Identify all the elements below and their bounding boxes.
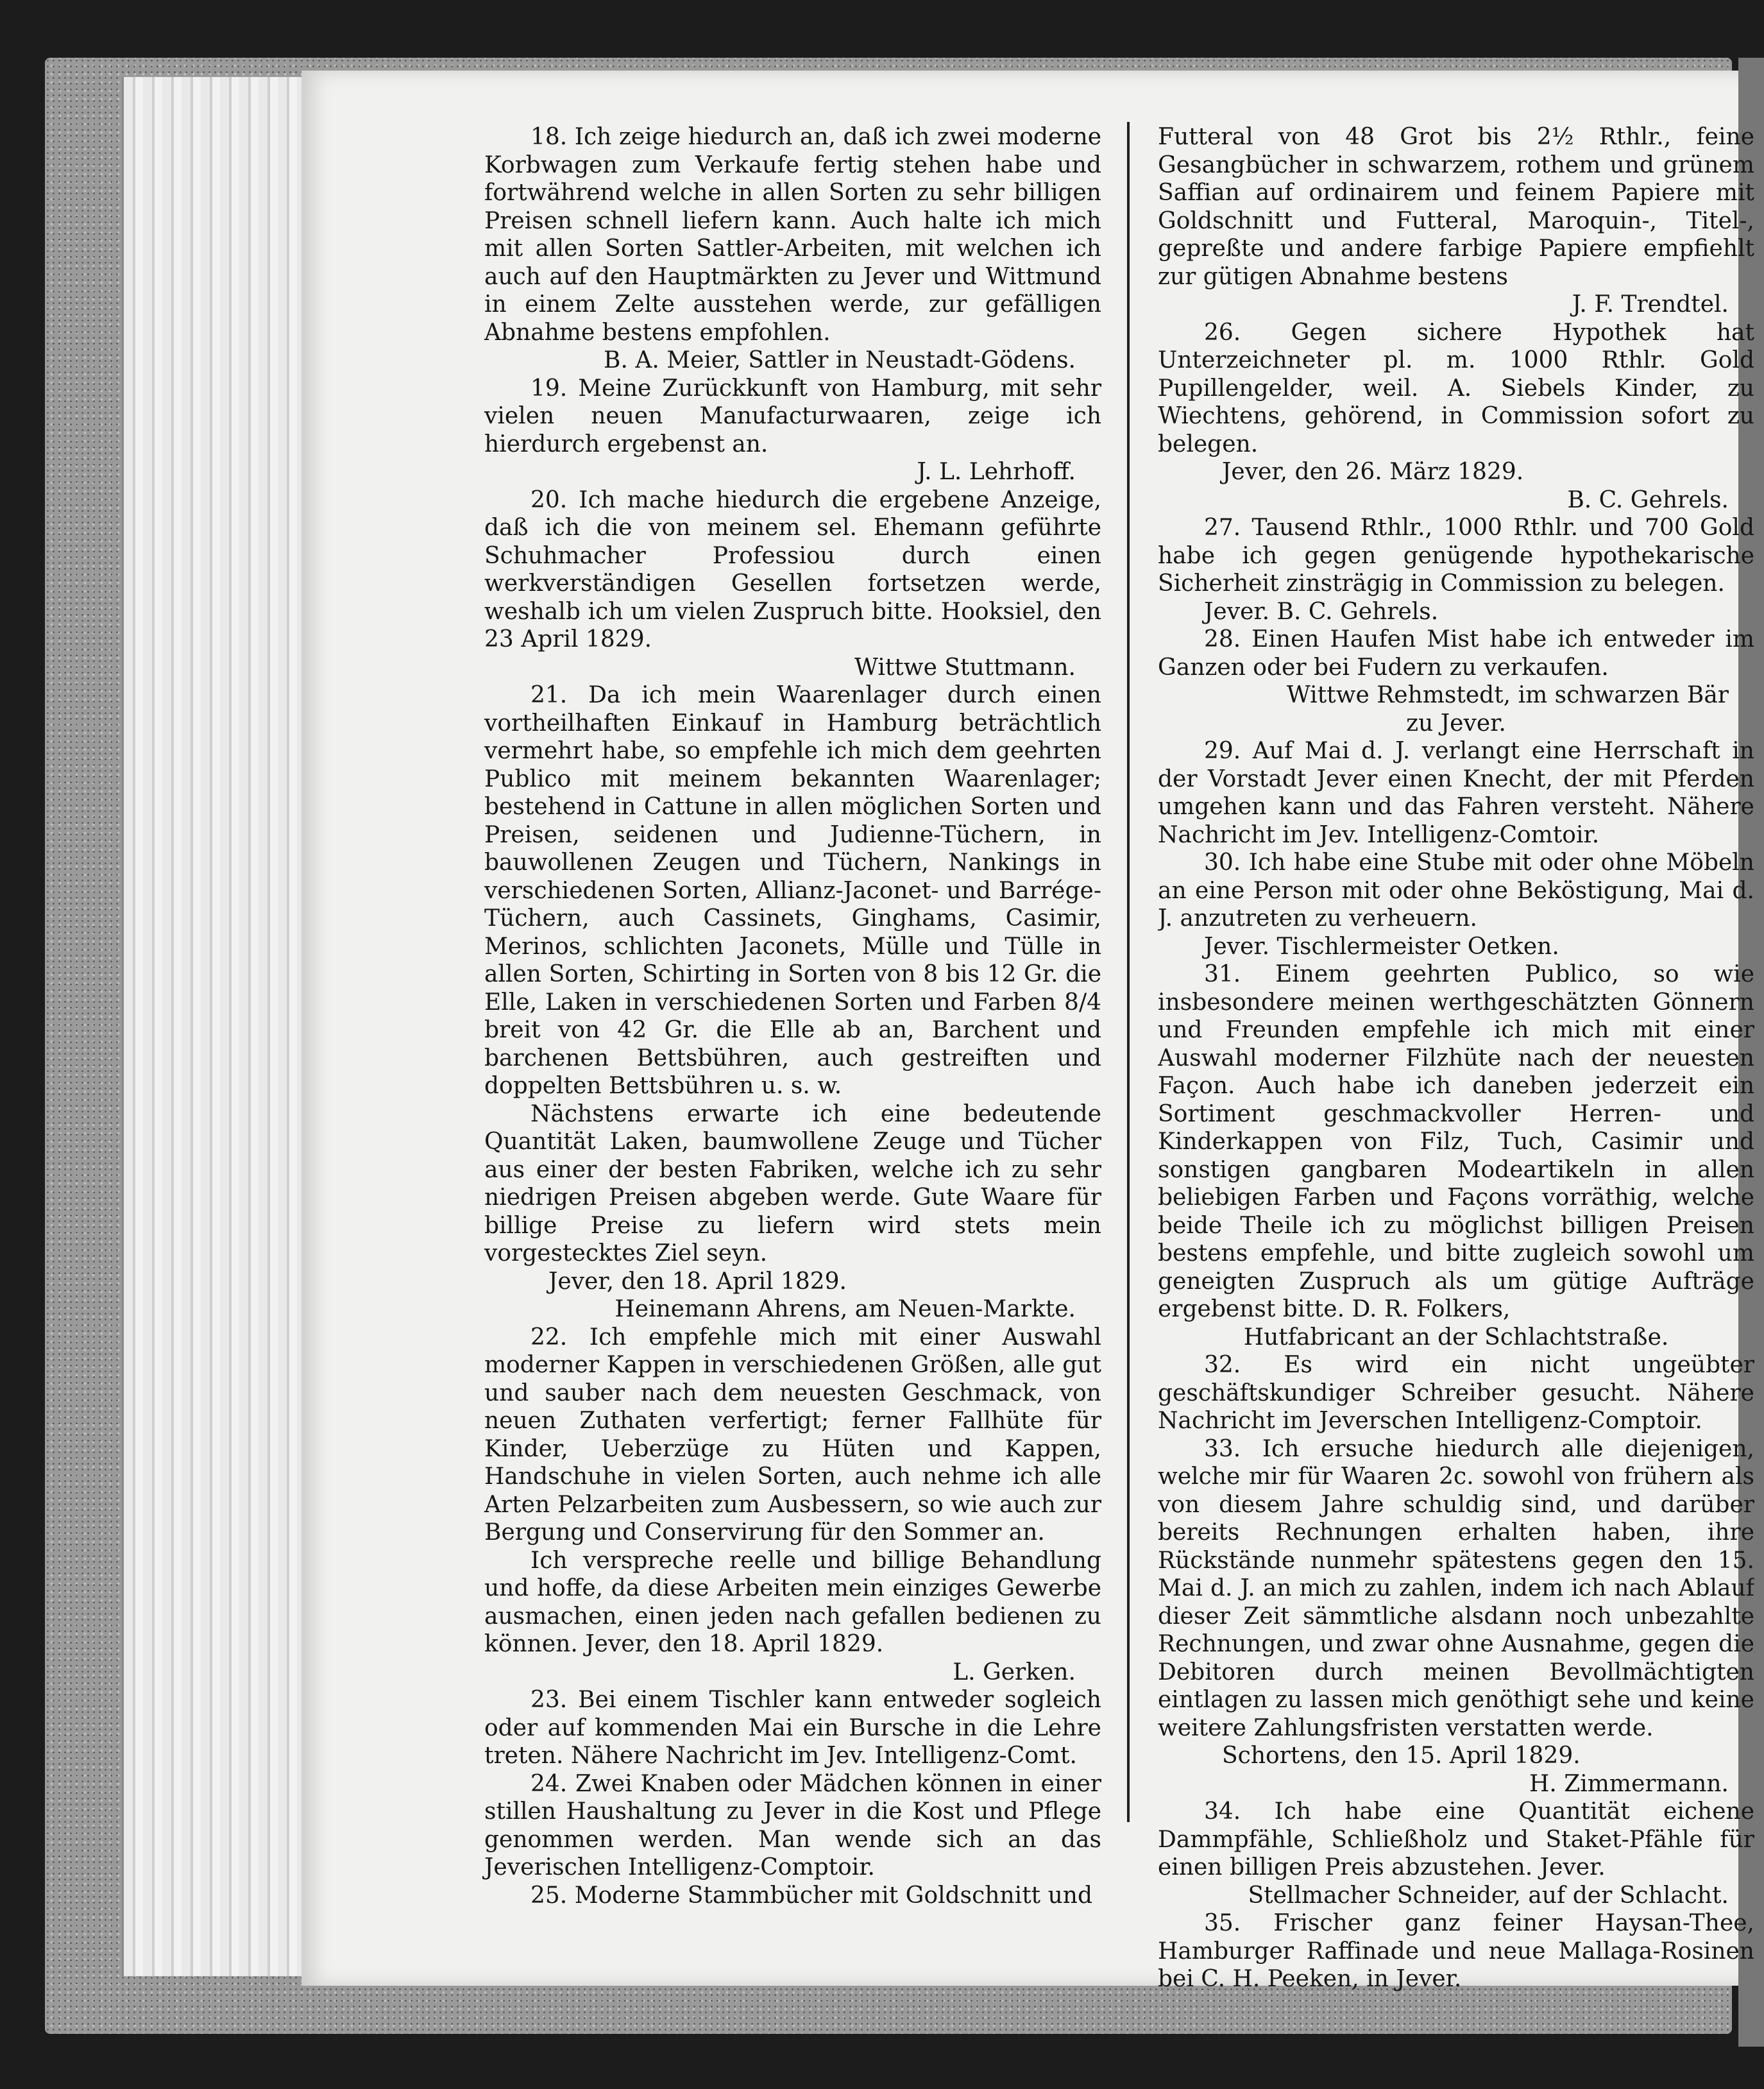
- notice-dateline: Jever, den 26. März 1829.: [1222, 459, 1524, 485]
- notice-signature: Wittwe Stuttmann.: [854, 654, 1076, 681]
- notice-paragraph: 23. Bei einem Tischler kann entweder sogleich oder auf kommenden Mai ein Bursche in die Lehre treten. Nähere Nachricht im Jev. Intelligenz-Comt.: [484, 1687, 1101, 1769]
- notice-paragraph: 20. Ich mache hiedurch die ergebene Anzeige, daß ich die von meinem sel. Ehemann geführte Schuhmacher Professiou durch einen werkverständigen Gesellen fortsetzen werde, weshalb ich um vielen Zuspruch bitte. Hooksiel, den 23 April 1829.: [484, 486, 1101, 652]
- notice-paragraph: Futteral von 48 Grot bis 2½ Rthlr., feine Gesangbücher in schwarzem, rothem und grünem Saffian auf ordinairem und feinem Papiere mit Goldschnitt und Futteral, Maroquin-, Titel-, gepreßte und andere farbige Papiere empfiehlt zur gütigen Abnahme bestens: [1158, 124, 1754, 290]
- notice-dateline: Schortens, den 15. April 1829.: [1222, 1743, 1581, 1769]
- left-column: [484, 123, 1101, 1909]
- notice-paragraph: 35. Frischer ganz feiner Haysan-Thee, Hamburger Raffinade und neue Mallaga-Rosinen bei C. H. Peeken, in Jever.: [1158, 1910, 1754, 1992]
- page-edges: [122, 77, 316, 1976]
- notice-signature: J. L. Lehrhoff.: [917, 459, 1076, 485]
- notice-signature: Wittwe Rehmstedt, im schwarzen Bär: [1286, 682, 1729, 708]
- notice-signature: B. A. Meier, Sattler in Neustadt-Gödens.: [604, 347, 1076, 373]
- notice-paragraph: 26. Gegen sichere Hypothek hat Unterzeichneter pl. m. 1000 Rthlr. Gold Pupillengelder, weil. A. Siebels Kinder, zu Wiechtens, gehörend, in Commission sofort zu belegen.: [1158, 319, 1754, 457]
- notice-paragraph: 34. Ich habe eine Quantität eichene Dammpfähle, Schließholz und Staket-Pfähle für einen billigen Preis abzustehen. Jever.: [1158, 1798, 1754, 1880]
- notice-paragraph: 18. Ich zeige hiedurch an, daß ich zwei moderne Korbwagen zum Verkaufe fertig stehen habe und fortwährend welche in allen Sorten zu sehr billigen Preisen schnell liefern kann. Auch halte ich mich mit allen Sorten Sattler-Arbeiten, mit welchen ich auch auf den Hauptmärkten zu Jever und Wittmund in einem Zelte ausstehen werde, zur gefälligen Abnahme bestens empfohlen.: [484, 124, 1101, 346]
- notice-signature: Heinemann Ahrens, am Neuen-Markte.: [615, 1296, 1076, 1322]
- notice-paragraph: Jever. Tischlermeister Oetken.: [1204, 933, 1559, 960]
- notice-paragraph: 30. Ich habe eine Stube mit oder ohne Möbeln an eine Person mit oder ohne Beköstigung, Mai d. J. anzutreten zu verheuern.: [1158, 849, 1754, 932]
- notice-dateline: Jever, den 18. April 1829.: [548, 1268, 847, 1295]
- notice-signature: Hutfabricant an der Schlachtstraße.: [1243, 1324, 1669, 1351]
- notice-paragraph: Ich verspreche reelle und billige Behandlung und hoffe, da diese Arbeiten mein einziges Gewerbe ausmachen, einen jeden nach gefallen bedienen zu können. Jever, den 18. April 1829.: [484, 1547, 1101, 1657]
- column-rule: [1127, 122, 1130, 1822]
- notice-paragraph: Nächstens erwarte ich eine bedeutende Quantität Laken, baumwollene Zeuge und Tücher aus einer der besten Fabriken, welche ich zu sehr niedrigen Preisen abgeben werde. Gute Waare für billige Preise zu liefern wird stets mein vorgestecktes Ziel seyn.: [484, 1100, 1101, 1266]
- notice-signature: Stellmacher Schneider, auf der Schlacht.: [1248, 1882, 1729, 1909]
- notice-paragraph: 19. Meine Zurückkunft von Hamburg, mit sehr vielen neuen Manufacturwaaren, zeige ich hierdurch ergebenst an.: [484, 375, 1101, 457]
- notice-paragraph: 22. Ich empfehle mich mit einer Auswahl moderner Kappen in verschiedenen Größen, alle gut und sauber nach dem neuesten Geschmack, von neuen Zuthaten verfertigt; ferner Fallhüte für Kinder, Ueberzüge zu Hüten und Kappen, Handschuhe in vielen Sorten, auch nehme ich alle Arten Pelzarbeiten zum Ausbessern, so wie auch zur Bergung und Conservirung für den Sommer an.: [484, 1324, 1101, 1546]
- notice-signature: B. C. Gehrels.: [1567, 486, 1729, 513]
- notice-paragraph: 29. Auf Mai d. J. verlangt eine Herrschaft in der Vorstadt Jever einen Knecht, der mit Pferden umgehen kann und das Fahren versteht. Nähere Nachricht im Jev. Intelligenz-Comtoir.: [1158, 738, 1754, 848]
- notice-signature: J. F. Trendtel.: [1572, 291, 1729, 318]
- notice-paragraph: 32. Es wird ein nicht ungeübter geschäftskundiger Schreiber gesucht. Nähere Nachricht im Jeverschen Intelligenz-Comptoir.: [1158, 1352, 1754, 1434]
- notice-paragraph: 24. Zwei Knaben oder Mädchen können in einer stillen Haushaltung zu Jever in die Kost und Pflege genommen werden. Man wende sich an das Jeverischen Intelligenz-Comptoir.: [484, 1770, 1101, 1880]
- notice-signature: H. Zimmermann.: [1529, 1770, 1729, 1797]
- notice-paragraph: Jever. B. C. Gehrels.: [1204, 598, 1439, 625]
- right-column: [1158, 123, 1754, 1993]
- notice-paragraph: 27. Tausend Rthlr., 1000 Rthlr. und 700 Gold habe ich gegen genügende hypothekarische Sicherheit zinsträgig in Commission zu belegen.: [1158, 515, 1754, 597]
- notice-paragraph: 33. Ich ersuche hiedurch alle diejenigen, welche mir für Waaren 2c. sowohl von frühern als von diesem Jahre schuldig sind, und darüber bereits Rechnungen erhalten haben, ihre Rückstände nunmehr spätestens gegen den 15. Mai d. J. an mich zu zahlen, indem ich nach Ablauf dieser Zeit sämmtliche alsdann noch unbezahlte Rechnungen, und zwar ohne Ausnahme, gegen die Debitoren durch meinen Bevollmächtigten eintlagen zu lassen mich genöthigt sehe und keine weitere Zahlungsfristen verstatten werde.: [1158, 1435, 1754, 1741]
- notice-paragraph: 25. Moderne Stammbücher mit Goldschnitt und: [530, 1882, 1092, 1909]
- notice-signature: L. Gerken.: [953, 1658, 1076, 1685]
- notice-paragraph: 31. Einem geehrten Publico, so wie insbesondere meinen werthgeschätzten Gönnern und Freunden empfehle ich mich mit einer Auswahl moderner Filzhüte nach der neuesten Façon. Auch habe ich daneben jederzeit ein Sortiment geschmackvoller Herren- und Kinderkappen von Filz, Tuch, Casimir und sonstigen gangbaren Modeartikeln in allen beliebigen Farben und Façons vorräthig, welche beide Theile ich zu möglichst billigen Preisen bestens empfehle, und bitte zugleich sowohl um geneigten Zuspruch als um gütige Aufträge ergebenst bitte. D. R. Folkers,: [1158, 961, 1754, 1322]
- notice-paragraph: 21. Da ich mein Waarenlager durch einen vortheilhaften Einkauf in Hamburg beträchtlich vermehrt habe, so empfehle ich mich dem geehrten Publico mit meinem bekannten Waarenlager; bestehend in Cattune in allen möglichen Sorten und Preisen, seidenen und Judienne-Tüchern, in bauwollenen Zeugen und Tüchern, Nankings in verschiedenen Sorten, Allianz-Jaconet- und Barrége-Tüchern, auch Cassinets, Ginghams, Casimir, Merinos, schlichten Jaconets, Mülle und Tülle in allen Sorten, Schirting in Sorten von 8 bis 12 Gr. die Elle, Laken in verschiedenen Sorten und Farben 8/4 breit von 42 Gr. die Elle ab an, Barchent und barchenen Bettsbühren, auch gestreiften und doppelten Bettsbühren u. s. w.: [484, 682, 1101, 1099]
- notice-signature: zu Jever.: [1406, 710, 1506, 737]
- notice-paragraph: 28. Einen Haufen Mist habe ich entweder im Ganzen oder bei Fudern zu verkaufen.: [1158, 626, 1754, 681]
